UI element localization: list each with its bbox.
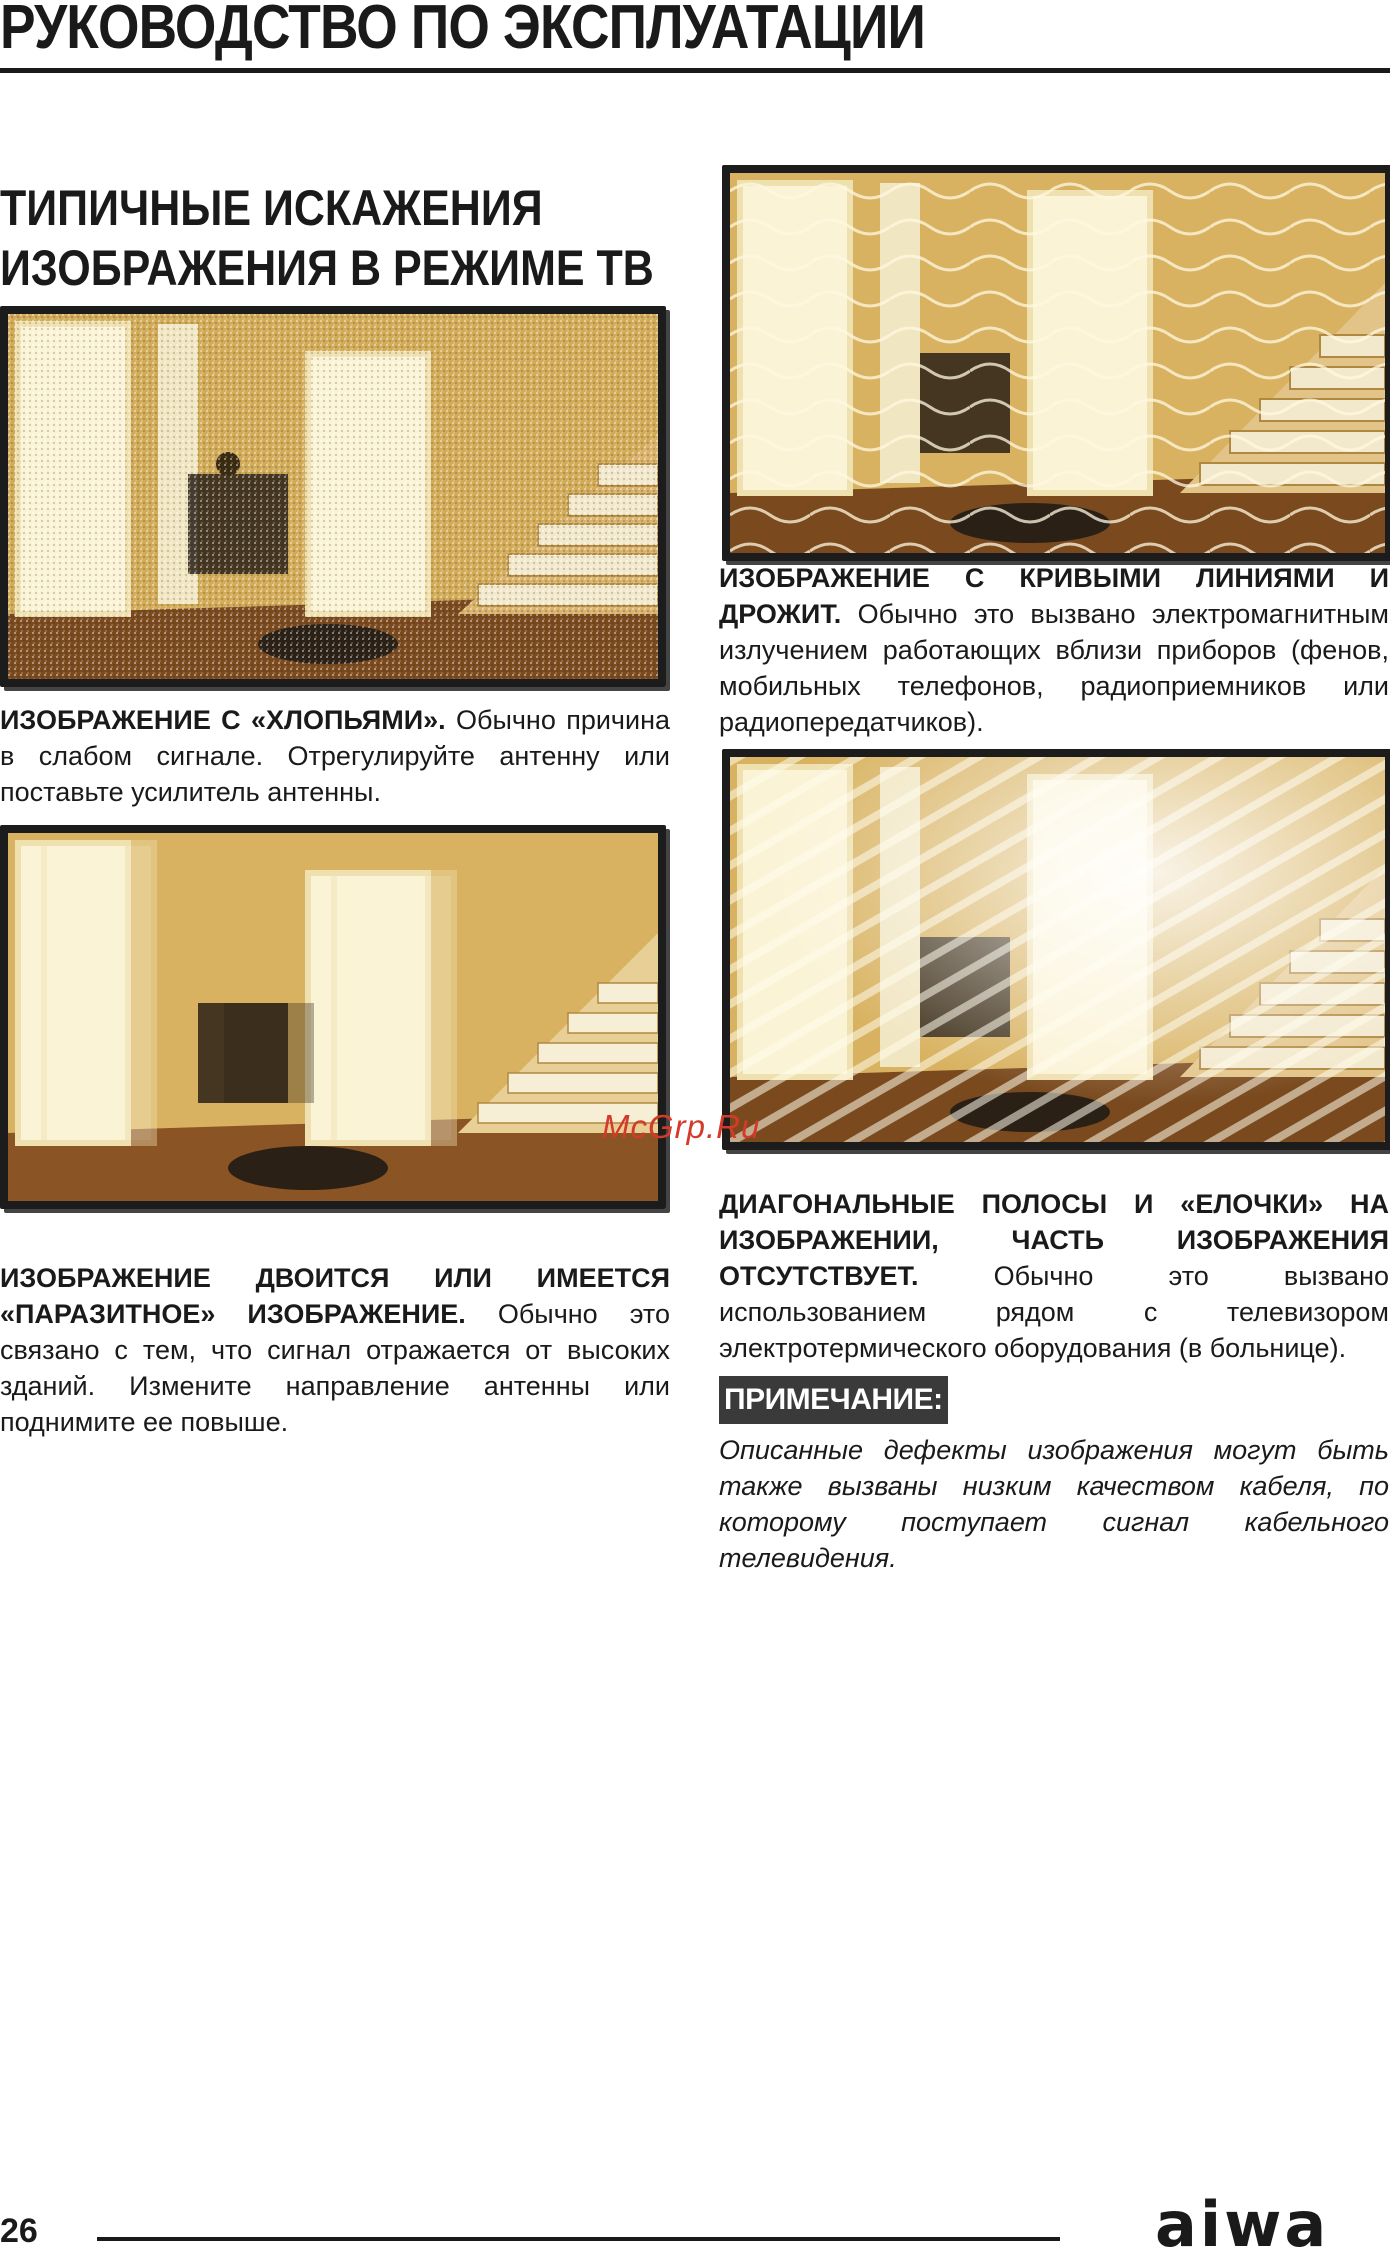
page-number: 26 [0, 2212, 38, 2250]
snow-distortion-caption [0, 702, 670, 810]
wavy-distortion-photo [722, 165, 1390, 561]
section-title-line-2: ИЗОБРАЖЕНИЯ В РЕЖИМЕ ТВ [0, 240, 654, 296]
snow-distortion-photo [0, 306, 666, 687]
wavy-distortion-text: Обычно это вызвано электромагнитным излучением работающих вблизи приборов (фенов, мобильных телефонов, радиоприемников или радиопередатчиков). [719, 599, 1389, 737]
wavy-distortion-lead: ИЗОБРАЖЕНИЕ С КРИВЫМИ ЛИНИЯМИ И ДРОЖИТ. [719, 563, 1389, 629]
section-title [0, 178, 654, 298]
ghost-distortion-text: Обычно это связано с тем, что сигнал отражается от высоких зданий. Измените направление антенны или поднимите ее повыше. [0, 1299, 670, 1437]
brand-logo: aiwa [1155, 2188, 1330, 2261]
room-scene-stripes [730, 757, 1385, 1142]
note-label: ПРИМЕЧАНИЕ: [719, 1376, 948, 1424]
diagonal-stripes-photo [722, 749, 1390, 1150]
manual-header-title: РУКОВОДСТВО ПО ЭКСПЛУАТАЦИИ [0, 0, 925, 62]
ghost-distortion-photo [0, 825, 666, 1209]
ghost-distortion-caption [0, 1260, 670, 1440]
header-rule [0, 68, 1390, 73]
stripes-distortion-caption [719, 1186, 1389, 1366]
footer-rule [97, 2237, 1060, 2241]
snow-distortion-text: Обычно причина в слабом сигнале. Отрегулируйте антенну или поставьте усилитель антенны. [0, 705, 670, 807]
ghost-distortion-lead: ИЗОБРАЖЕНИЕ ДВОИТСЯ ИЛИ ИМЕЕТСЯ «ПАРАЗИТНОЕ» ИЗОБРАЖЕНИЕ. [0, 1263, 670, 1329]
room-scene-ghost [8, 833, 658, 1201]
section-title-line-1: ТИПИЧНЫЕ ИСКАЖЕНИЯ [0, 180, 543, 236]
room-scene-snow [8, 314, 658, 679]
snow-distortion-lead: ИЗОБРАЖЕНИЕ С «ХЛОПЬЯМИ». [0, 705, 446, 735]
stripes-distortion-text: Обычно это вызвано использованием рядом с телевизором электротермического оборудования (в больнице). [719, 1261, 1389, 1363]
watermark: McGrp.Ru [602, 1108, 761, 1145]
stripes-distortion-lead: ДИАГОНАЛЬНЫЕ ПОЛОСЫ И «ЕЛОЧКИ» НА ИЗОБРАЖЕНИИ, ЧАСТЬ ИЗОБРАЖЕНИЯ ОТСУТСТВУЕТ. [719, 1189, 1389, 1291]
room-scene-wavy [730, 173, 1385, 553]
wavy-distortion-caption [719, 560, 1389, 740]
note-text: Описанные дефекты изображения могут быть также вызваны низким качеством кабеля, по которому поступает сигнал кабельного телевидения. [719, 1435, 1389, 1573]
